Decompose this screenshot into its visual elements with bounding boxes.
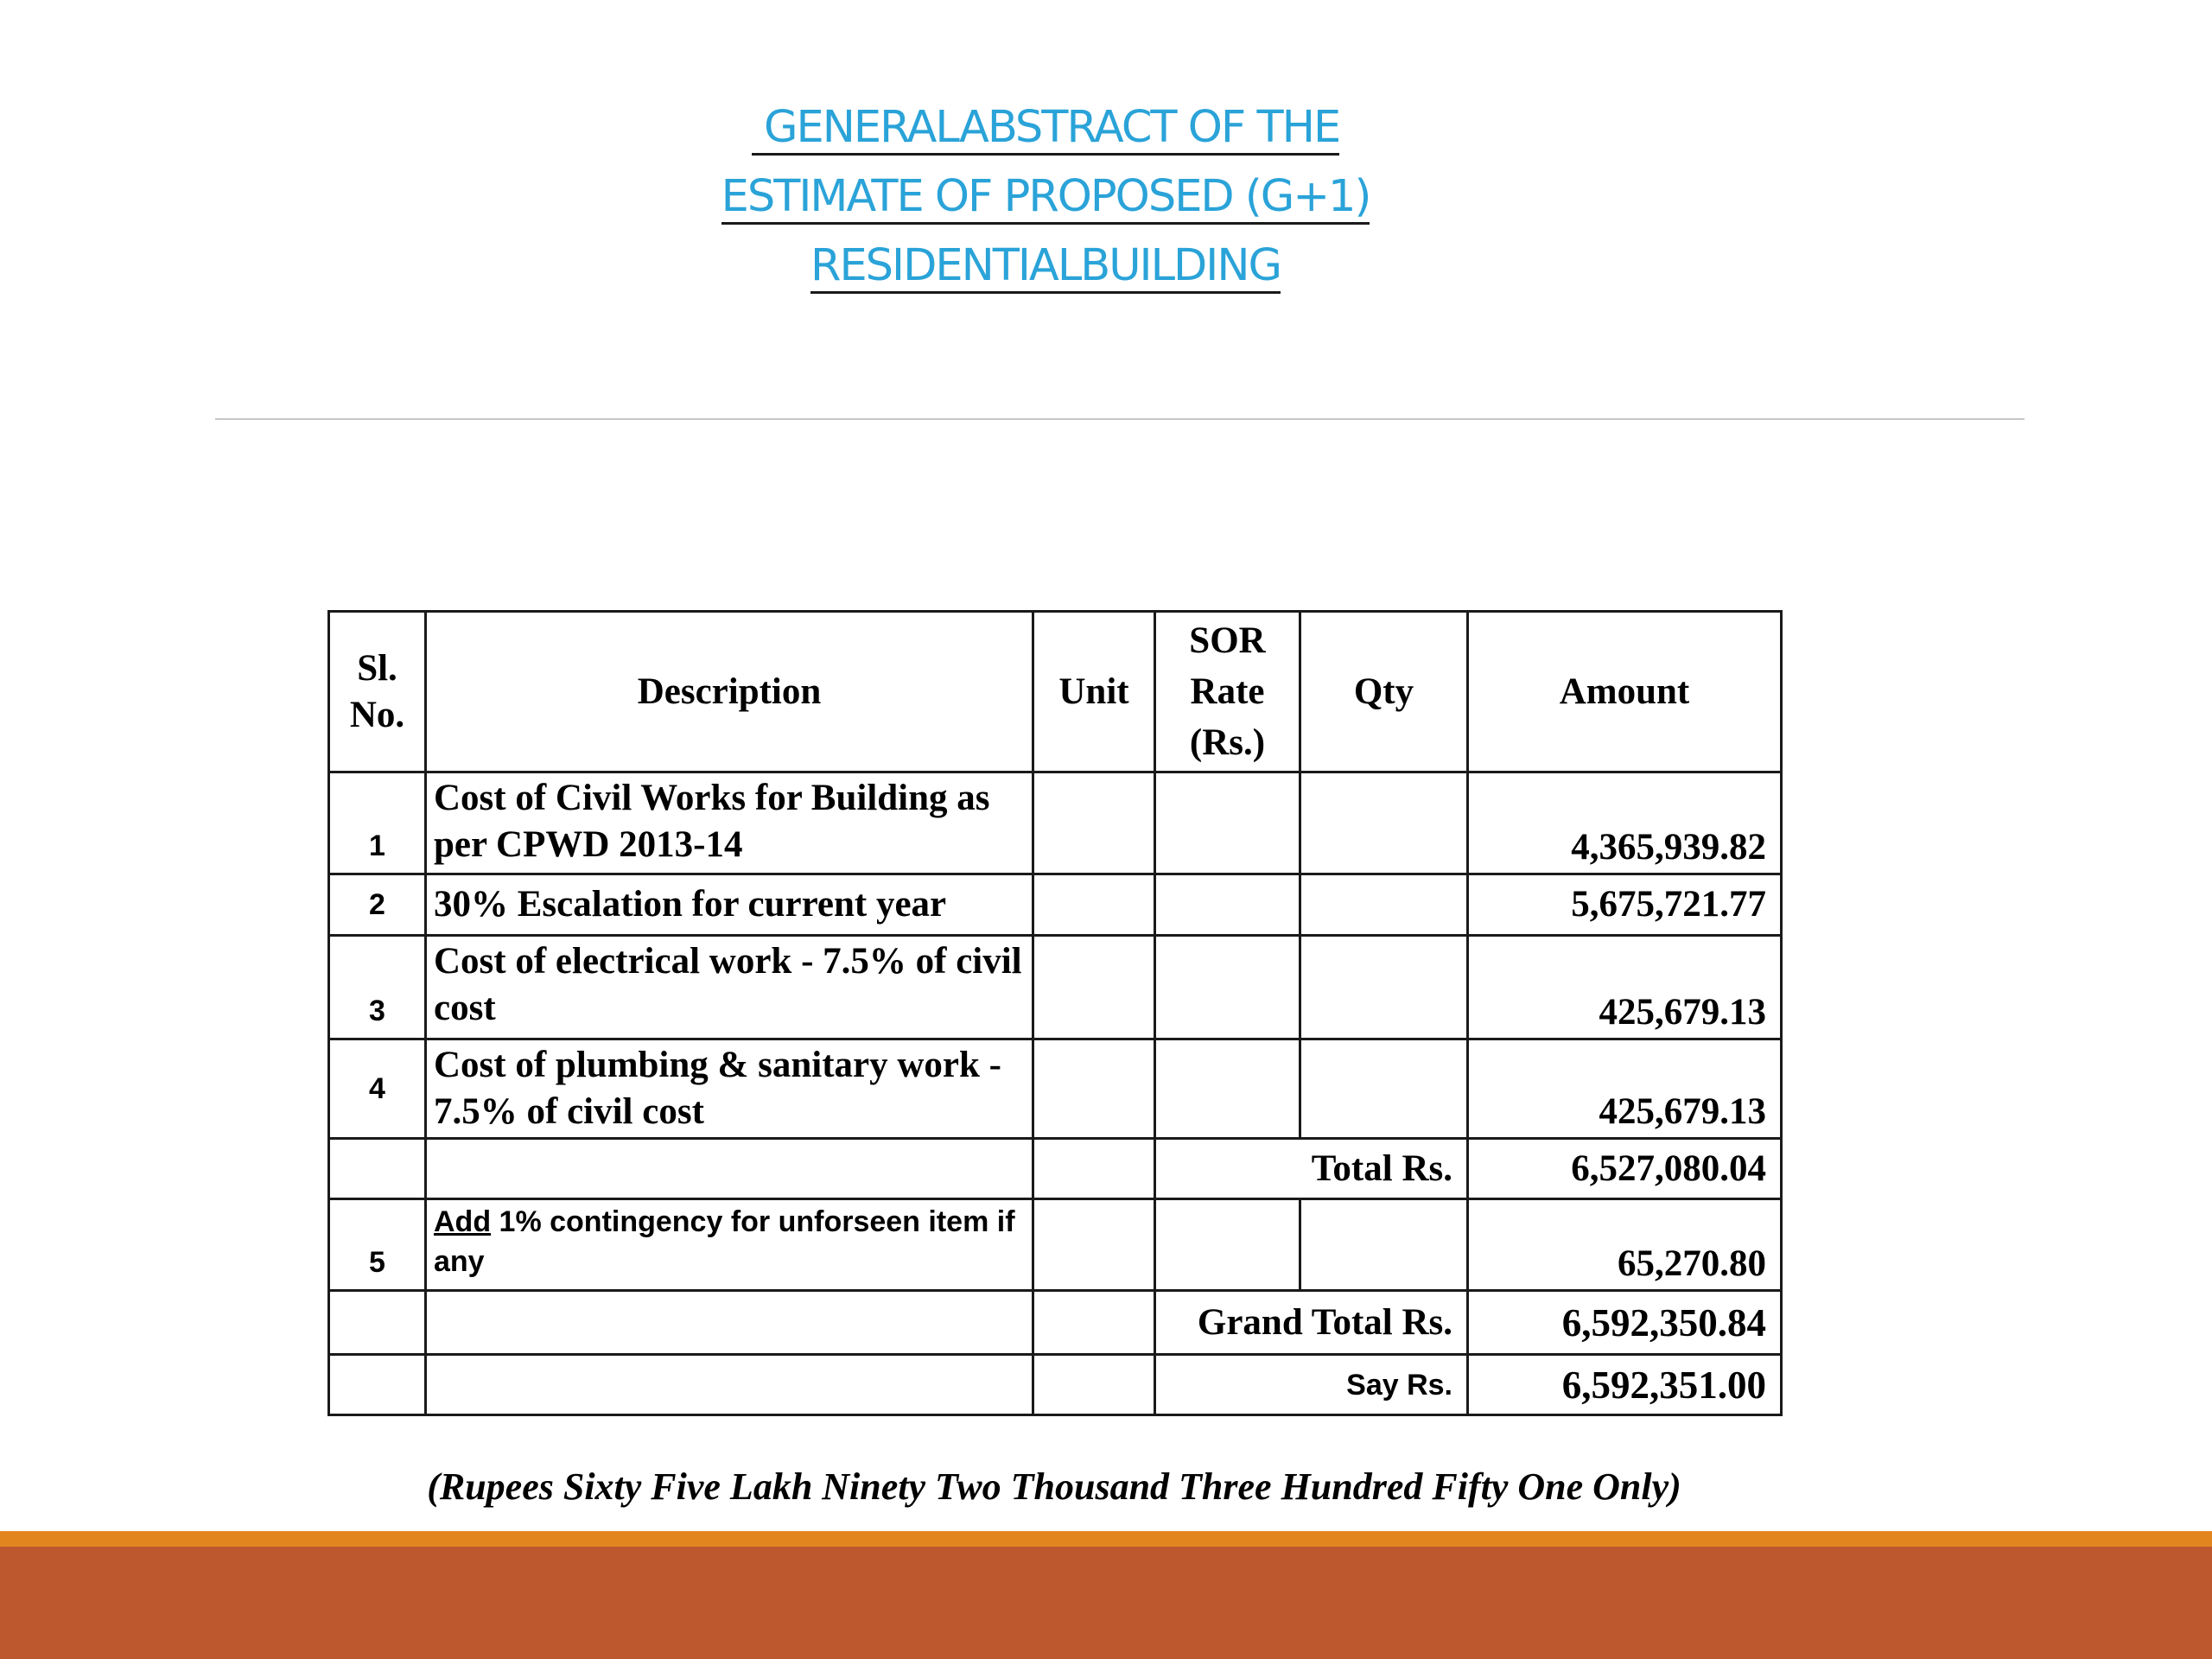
grand-total-description [426,1291,1033,1355]
total-row [329,1139,1782,1199]
row-unit [1033,772,1155,874]
row-unit [1033,1039,1155,1139]
row-description: 30% Escalation for current year [426,874,1033,936]
contingency-rate [1155,1199,1300,1291]
grand-total-amount: 6,592,350.84 [1468,1291,1782,1355]
abstract-table [327,610,1783,1416]
add-word: Add [434,1205,492,1238]
total-unit [1033,1139,1155,1199]
title-line-3: RESIDENTIALBUILDING [484,232,1607,301]
contingency-description [426,1199,1033,1291]
page-title [484,93,1607,301]
row-sl: 3 [329,936,426,1039]
row-rate [1155,1039,1300,1139]
grand-total-row [329,1291,1782,1355]
contingency-qty [1300,1199,1468,1291]
grand-total-sl [329,1291,426,1355]
contingency-text: 1% contingency for unforseen item if any [434,1205,1023,1278]
contingency-sl: 5 [329,1199,426,1291]
row-rate [1155,772,1300,874]
title-line-1: GENERALABSTRACT OF THE [484,93,1607,162]
total-amount: 6,527,080.04 [1468,1139,1782,1199]
row-description: Cost of plumbing & sanitary work - 7.5% of civil cost [426,1039,1033,1139]
header-amount: Amount [1468,612,1782,772]
row-qty [1300,874,1468,936]
divider [215,418,2024,420]
say-unit [1033,1355,1155,1415]
say-row [329,1355,1782,1415]
amount-in-words: (Rupees Sixty Five Lakh Ninety Two Thousand Three Hundred Fifty One Only) [427,1465,1681,1508]
row-sl: 4 [329,1039,426,1139]
row-amount: 425,679.13 [1468,1039,1782,1139]
say-description [426,1355,1033,1415]
contingency-unit [1033,1199,1155,1291]
row-amount: 5,675,721.77 [1468,874,1782,936]
table-row [329,874,1782,936]
header-sl: Sl. No. [329,612,426,772]
footer-bar [0,1547,2212,1659]
row-rate [1155,936,1300,1039]
say-label: Say Rs. [1155,1355,1468,1415]
table-row [329,772,1782,874]
row-description: Cost of Civil Works for Building as per CPWD 2013-14 [426,772,1033,874]
contingency-amount: 65,270.80 [1468,1199,1782,1291]
row-rate [1155,874,1300,936]
row-unit [1033,936,1155,1039]
say-sl [329,1355,426,1415]
contingency-row [329,1199,1782,1291]
grand-total-label: Grand Total Rs. [1155,1291,1468,1355]
row-sl: 1 [329,772,426,874]
total-description [426,1139,1033,1199]
table-header-row [329,612,1782,772]
footer-accent-bar [0,1531,2212,1547]
table-row [329,936,1782,1039]
total-sl [329,1139,426,1199]
grand-total-unit [1033,1291,1155,1355]
row-qty [1300,772,1468,874]
total-label: Total Rs. [1155,1139,1468,1199]
say-amount: 6,592,351.00 [1468,1355,1782,1415]
table-row [329,1039,1782,1139]
row-qty [1300,936,1468,1039]
header-description: Description [426,612,1033,772]
row-qty [1300,1039,1468,1139]
row-sl: 2 [329,874,426,936]
row-unit [1033,874,1155,936]
row-description: Cost of electrical work - 7.5% of civil cost [426,936,1033,1039]
title-line-2: ESTIMATE OF PROPOSED (G+1) [484,162,1607,232]
header-rate: SOR Rate (Rs.) [1155,612,1300,772]
row-amount: 425,679.13 [1468,936,1782,1039]
header-unit: Unit [1033,612,1155,772]
row-amount: 4,365,939.82 [1468,772,1782,874]
header-qty: Qty [1300,612,1468,772]
